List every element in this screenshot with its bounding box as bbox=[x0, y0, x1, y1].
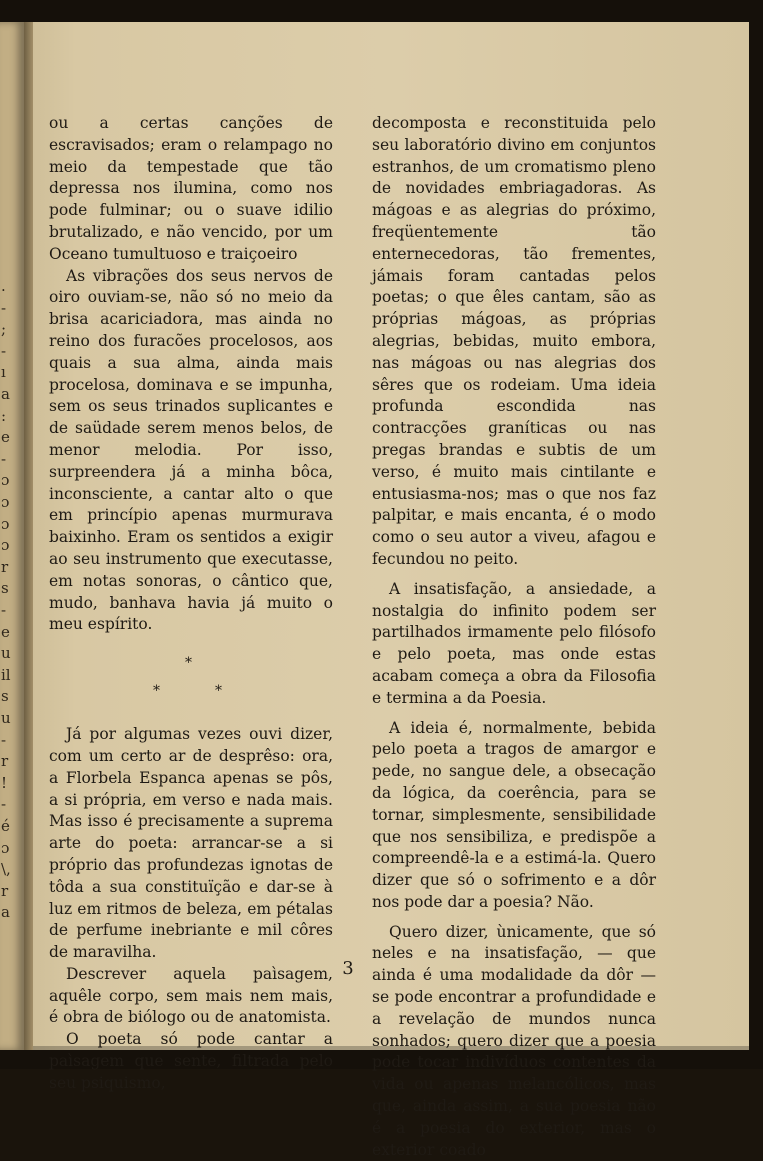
previous-page-margin-char: r bbox=[1, 881, 9, 900]
previous-page-margin-char: s bbox=[1, 687, 9, 706]
previous-page-margin-char: . bbox=[1, 277, 6, 295]
previous-page-margin-char: a bbox=[1, 903, 10, 922]
previous-page-margin-char: ɔ bbox=[1, 536, 10, 555]
paragraph: Já por algumas vezes ouvi dizer, com um certo ar de desprêso: ora, a Florbela Espanca apenas se pôs, a si própria, em verso e nada mais. Mas isso é precisamente a suprema arte do poeta: arrancar-se a si próprio das profundezas ignotas de tôda a sua constituïção e dar-se à luz em ritmos de beleza, em pétalas de perfume inebriante e mil côres de maravilha. bbox=[49, 725, 333, 962]
previous-page-margin-char: - bbox=[1, 298, 7, 317]
previous-page-margin-char: il bbox=[1, 665, 11, 684]
paragraph: decomposta e reconstituida pelo seu laboratório divino em conjuntos estranhos, de um cromatismo pleno de novidades embriagadoras. As mágoas e as alegrias do próximo, freqüentemente tão enternecedoras, tão frementes, jámais foram cantadas pelos poetas; o que êles cantam, são as próprias mágoas, as próprias alegrias, bebidas, muito embora, nas mágoas ou nas alegrias dos sêres que os rodeiam. Uma ideia profunda escondida nas contracções graníticas ou nas pregas brandas e subtis de um verso, é muito mais cintilante e entusiasma-nos; mas o que nos faz palpitar, e mais encanta, é o modo como o seu autor a viveu, afagou e fecundou no peito. bbox=[372, 114, 656, 568]
previous-page-margin-char: ɔ bbox=[1, 471, 10, 490]
asterisk: * bbox=[153, 683, 160, 700]
paragraph: Quero dizer, ùnicamente, que só neles e na insatisfação, — que ainda é uma modalidade da dôr — se pode encontrar a profundidade e a revelação de mundos nunca sonhados; quero dizer que a poesia pode tocar indivíduos contentes da vida ou apenas melancólicos, mas que, ainda assim, a sua poesia não é a poesia do exterior, mas o exterior coado bbox=[372, 922, 656, 1159]
previous-page-margin-char: e bbox=[1, 428, 10, 447]
previous-page-margin-char: ; bbox=[1, 320, 7, 339]
paragraph: As vibrações dos seus nervos de oiro ouviam-se, não só no meio da brisa acariciadora, mas ainda no reino dos furacões procelosos, aos quais a sua alma, ainda mais procelosa, dominava e se impunha, sem os seus trinados suplicantes e de saüdade serem menos belos, de menor melodia. Por isso, surpreendera já a minha bôca, inconsciente, a cantar alto o que em princípio apenas murmurava baixinho. Eram os sentidos a exigir ao seu instrumento que executasse, em notas sonoras, o cântico que, mudo, banhava havia já muito o meu espírito. bbox=[49, 266, 333, 634]
previous-page-margin-char: - bbox=[1, 795, 7, 814]
previous-page-margin-char: \, bbox=[1, 860, 11, 879]
previous-page-margin-char: - bbox=[1, 341, 7, 360]
section-break-asterism bbox=[49, 636, 333, 724]
previous-page-margin-char: : bbox=[1, 406, 7, 425]
paragraph: ou a certas canções de escravisados; eram o relampago no meio da tempestade que tão depressa nos ilumina, como nos pode fulminar; ou o suave idilio brutalizado, e não vencido, por um Oceano tumultuoso e traiçoeiro bbox=[49, 114, 333, 263]
previous-page-margin-char: r bbox=[1, 752, 9, 771]
previous-page-margin-char: ɔ bbox=[1, 514, 10, 533]
book-page bbox=[33, 22, 749, 1159]
previous-page-margin-char: s bbox=[1, 579, 9, 598]
previous-page-margin-char: u bbox=[1, 644, 11, 663]
previous-page-margin-char: ɔ bbox=[1, 838, 10, 857]
paragraph: A insatisfação, a ansiedade, a nostalgia do infinito podem ser partilhados irmamente pelo filósofo e pelo poeta, mas onde estas acabam começa a obra da Filosofia e termina a da Poesia. bbox=[372, 579, 656, 707]
previous-page-margin-char: r bbox=[1, 557, 9, 576]
previous-page-margin-char: - bbox=[1, 601, 7, 619]
previous-page-margin-char: u bbox=[1, 709, 11, 727]
previous-page-margin-char: - bbox=[1, 730, 7, 749]
previous-page-margin-char: - bbox=[1, 449, 7, 468]
previous-page-margin-char: e bbox=[1, 622, 10, 641]
previous-page-margin-char: é bbox=[1, 817, 10, 835]
asterisk: * bbox=[215, 683, 222, 700]
asterisk: * bbox=[185, 655, 192, 672]
page-number: 3 bbox=[342, 958, 354, 979]
previous-page-edge bbox=[0, 22, 24, 1050]
previous-page-margin-char: ! bbox=[1, 773, 8, 792]
previous-page-margin-char: a bbox=[1, 385, 10, 403]
page-bottom-shadow bbox=[33, 1046, 749, 1050]
previous-page-margin-char: ı bbox=[1, 363, 6, 382]
paragraph: Descrever aquela paìsagem, aquêle corpo, sem mais nem mais, é obra de biólogo ou de anatomista. bbox=[49, 964, 333, 1027]
paragraph: A ideia é, normalmente, bebida pelo poeta a tragos de amargor e pede, no sangue dele, a obsecação da lógica, da coerência, para se tornar, simplesmente, sensibilidade que nos sensibiliza, e predispõe a compreendê-la e a estimá-la. Quero dizer que só o sofrimento e a dôr nos pode dar a poesia? Não. bbox=[372, 718, 656, 911]
paragraph: O poeta só pode cantar a paìsagem que sente, filtrada pelo seu psiquismo, bbox=[49, 1030, 333, 1092]
right-column bbox=[372, 113, 656, 1161]
previous-page-margin-char: ɔ bbox=[1, 493, 10, 511]
left-column bbox=[49, 113, 333, 1095]
